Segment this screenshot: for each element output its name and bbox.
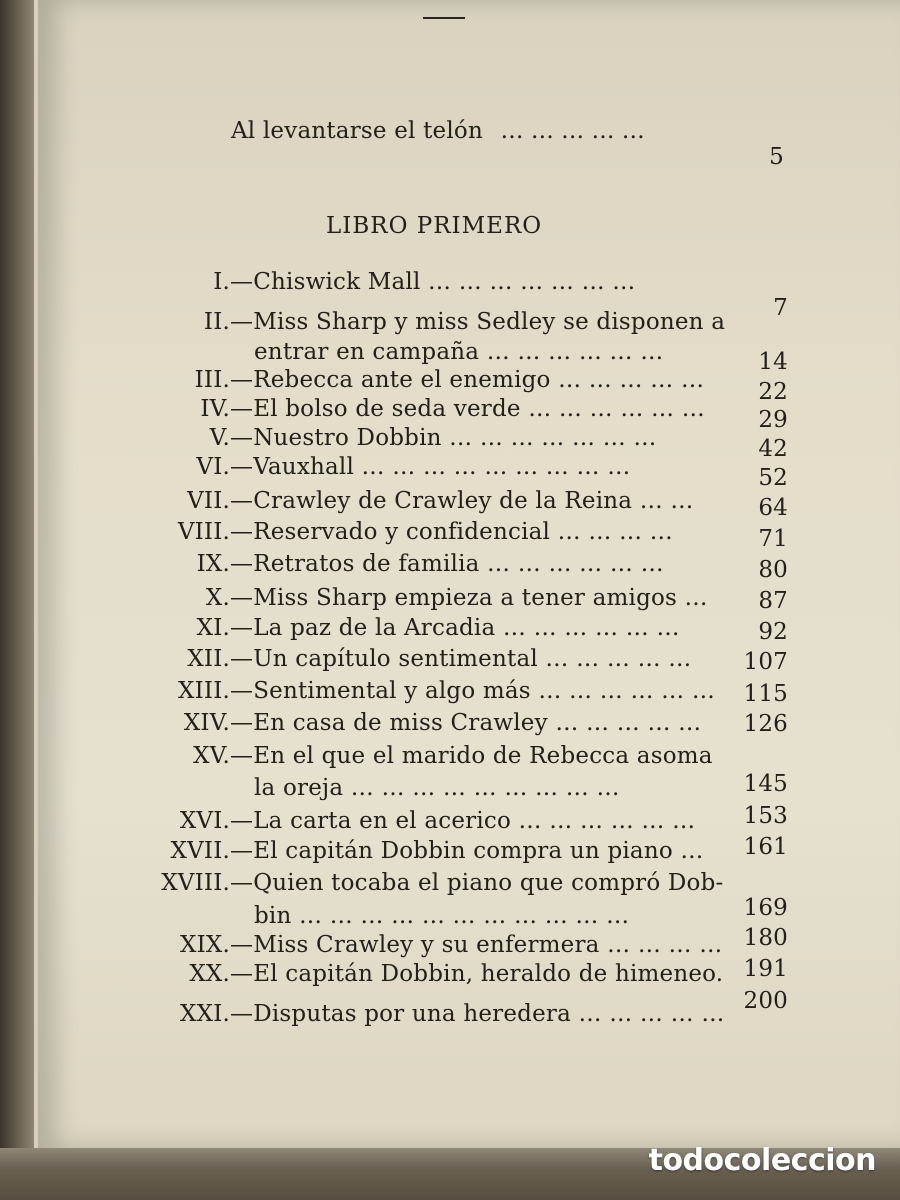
toc-entry-title: —Vauxhall … … … … … … … … … bbox=[230, 454, 631, 480]
toc-entry-title: —Un capítulo sentimental … … … … … bbox=[230, 646, 692, 672]
toc-entry-number: X. bbox=[205, 585, 230, 611]
toc-entry-page: 92 bbox=[758, 619, 788, 645]
toc-entry-number: XVII. bbox=[170, 838, 230, 864]
toc-entry-page: 161 bbox=[743, 834, 788, 860]
toc-entry-title: —Reservado y confidencial … … … … bbox=[230, 519, 673, 545]
toc-entry-page: 29 bbox=[758, 407, 788, 433]
toc-entry-number: XXI. bbox=[180, 1001, 230, 1027]
section-heading: LIBRO PRIMERO bbox=[326, 213, 543, 239]
intro-page: 5 bbox=[769, 144, 784, 170]
intro-dots: … … … … … bbox=[500, 118, 645, 144]
book-spine bbox=[0, 0, 34, 1200]
toc-entry-page: 107 bbox=[743, 649, 788, 675]
toc-entry-title: —El capitán Dobbin, heraldo de himeneo. bbox=[230, 961, 724, 987]
toc-entry-number: XIII. bbox=[178, 678, 230, 704]
toc-entry-title: —La paz de la Arcadia … … … … … … bbox=[230, 615, 680, 641]
toc-entry-page: 42 bbox=[758, 436, 788, 462]
toc-entry-page: 80 bbox=[758, 557, 788, 583]
toc-entry-number: III. bbox=[194, 367, 230, 393]
toc-entry-title: —Chiswick Mall … … … … … … … bbox=[230, 269, 636, 295]
toc-entry-number: XIV. bbox=[183, 710, 230, 736]
toc-entry-page: 64 bbox=[758, 495, 788, 521]
toc-entry-title: —Retratos de familia … … … … … … bbox=[230, 551, 664, 577]
toc-entry-page: 22 bbox=[758, 379, 788, 405]
toc-entry-number: XVI. bbox=[179, 808, 230, 834]
toc-entry-number: V. bbox=[209, 425, 230, 451]
toc-entry-number: XVIII. bbox=[161, 870, 230, 896]
toc-entry-title: —Miss Sharp empieza a tener amigos … bbox=[230, 585, 708, 611]
toc-entry-page: 169 bbox=[743, 895, 788, 921]
toc-entry-number: IV. bbox=[200, 396, 230, 422]
toc-entry-title: —Miss Crawley y su enfermera … … … … bbox=[230, 932, 723, 958]
toc-entry-number: XX. bbox=[189, 961, 230, 987]
toc-entry-number: XIX. bbox=[180, 932, 230, 958]
toc-entry-number: VII. bbox=[187, 488, 230, 514]
toc-entry-number: I. bbox=[213, 269, 230, 295]
intro-title-text: Al levantarse el telón bbox=[231, 118, 483, 144]
toc-entry-page: 7 bbox=[773, 295, 788, 321]
toc-entry-continuation: bin … … … … … … … … … … … bbox=[254, 903, 630, 929]
toc-entry-title: —La carta en el acerico … … … … … … bbox=[230, 808, 696, 834]
toc-entry-number: IX. bbox=[196, 551, 230, 577]
toc-entry-number: XV. bbox=[193, 743, 230, 769]
toc-entry-title: —Miss Sharp y miss Sedley se disponen a bbox=[230, 309, 726, 335]
top-rule bbox=[423, 17, 465, 19]
watermark-logo: todocoleccion bbox=[648, 1143, 876, 1178]
toc-entry-title: —El bolso de seda verde … … … … … … bbox=[230, 396, 705, 422]
toc-entry-number: VI. bbox=[196, 454, 230, 480]
toc-entry-page: 126 bbox=[743, 711, 788, 737]
toc-entry-page: 191 bbox=[743, 956, 788, 982]
intro-title bbox=[231, 120, 645, 143]
toc-entry-title: —Quien tocaba el piano que compró Dob- bbox=[230, 870, 724, 896]
toc-entry-number: XII. bbox=[187, 646, 230, 672]
toc-entry-continuation: entrar en campaña … … … … … … bbox=[254, 339, 664, 365]
toc-entry-number: XI. bbox=[196, 615, 230, 641]
toc-entry-page: 14 bbox=[758, 349, 788, 375]
toc-entry-page: 115 bbox=[743, 681, 788, 707]
toc-entry-page: 153 bbox=[743, 803, 788, 829]
toc-entry-title: —Nuestro Dobbin … … … … … … … bbox=[230, 425, 657, 451]
toc-entry-title: —En casa de miss Crawley … … … … … bbox=[230, 710, 702, 736]
toc-entry-page: 145 bbox=[743, 771, 788, 797]
toc-entry-title: —Rebecca ante el enemigo … … … … … bbox=[230, 367, 705, 393]
toc-entry-number: II. bbox=[203, 309, 230, 335]
toc-entry-title: —Crawley de Crawley de la Reina … … bbox=[230, 488, 694, 514]
toc-entry-title: —El capitán Dobbin compra un piano … bbox=[230, 838, 704, 864]
toc-entry-page: 71 bbox=[758, 526, 788, 552]
toc-entry-page: 52 bbox=[758, 465, 788, 491]
toc-entry-number: VIII. bbox=[177, 519, 230, 545]
toc-entry-title: —En el que el marido de Rebecca asoma bbox=[230, 743, 713, 769]
toc-entry-page: 180 bbox=[743, 925, 788, 951]
toc-entry-continuation: la oreja … … … … … … … … … bbox=[254, 775, 620, 801]
toc-entry-page: 200 bbox=[743, 988, 788, 1014]
toc-entry-page: 87 bbox=[758, 588, 788, 614]
toc-entry-title: —Disputas por una heredera … … … … … bbox=[230, 1001, 725, 1027]
toc-entry-title: —Sentimental y algo más … … … … … … bbox=[230, 678, 716, 704]
